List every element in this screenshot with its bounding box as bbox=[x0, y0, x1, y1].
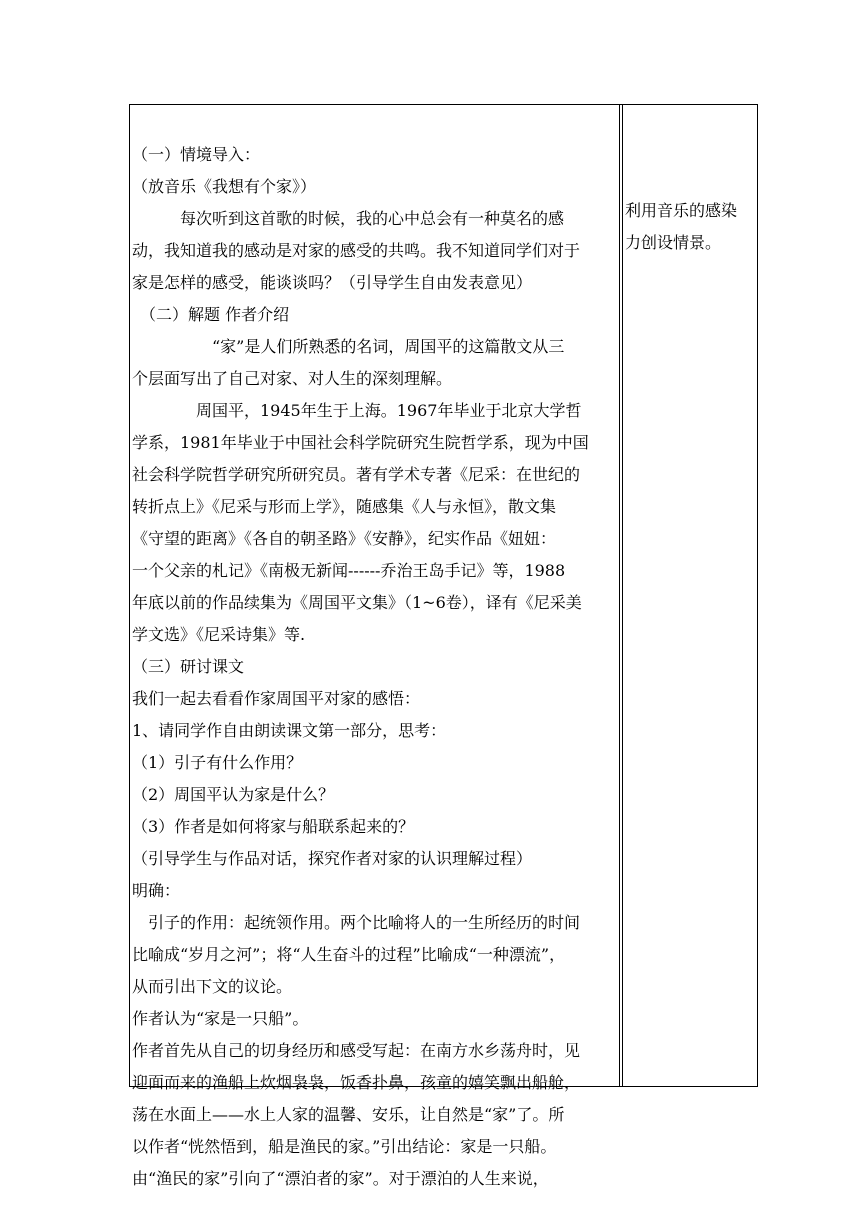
side-note-line: 力创设情景。 bbox=[625, 233, 722, 252]
text-line: 周国平，1945年生于上海。1967年毕业于北京大学哲 bbox=[132, 401, 582, 420]
text-line: 荡在水面上——水上人家的温馨、安乐，让自然是“家”了。所 bbox=[132, 1105, 565, 1124]
text-line: “家”是人们所熟悉的名词，周国平的这篇散文从三 bbox=[132, 337, 565, 356]
column-divider bbox=[619, 105, 620, 1086]
text-line: 从而引出下文的议论。 bbox=[132, 977, 293, 996]
text-line: 年底以前的作品续集为《周国平文集》（1~6卷），译有《尼采美 bbox=[132, 593, 582, 612]
lesson-content-column bbox=[132, 139, 618, 1195]
text-line: 转折点上》《尼采与形而上学》，随感集《人与永恒》，散文集 bbox=[132, 497, 557, 516]
text-line: 由“渔民的家”引向了“漂泊者的家”。对于漂泊的人生来说， bbox=[132, 1169, 549, 1188]
text-line: （3）作者是如何将家与船联系起来的？ bbox=[132, 817, 415, 836]
side-note-line: 利用音乐的感染 bbox=[625, 201, 738, 220]
text-line: 个层面写出了自己对家、对人生的深刻理解。 bbox=[132, 369, 453, 388]
text-line: 引子的作用：起统领作用。两个比喻将人的一生所经历的时间 bbox=[132, 913, 581, 932]
text-line: （一）情境导入： bbox=[132, 145, 261, 164]
text-line: 每次听到这首歌的时候，我的心中总会有一种莫名的感 bbox=[132, 209, 565, 228]
design-intent-column bbox=[625, 195, 755, 259]
text-line: （1）引子有什么作用？ bbox=[132, 753, 303, 772]
text-line: 家是怎样的感受，能谈谈吗？（引导学生自由发表意见） bbox=[132, 273, 533, 292]
text-line: 以作者“恍然悟到，船是渔民的家。”引出结论：家是一只船。 bbox=[132, 1137, 557, 1156]
lesson-table bbox=[129, 104, 758, 1188]
text-line: 明确： bbox=[132, 881, 181, 900]
text-line: 学文选》《尼采诗集》等. bbox=[132, 625, 306, 644]
text-line: 学系，1981年毕业于中国社会科学院研究生院哲学系，现为中国 bbox=[132, 433, 589, 452]
text-line: 《守望的距离》《各自的朝圣路》《安静》，纪实作品《妞妞： bbox=[132, 529, 557, 548]
text-line: （引导学生与作品对话，探究作者对家的认识理解过程） bbox=[132, 849, 533, 868]
text-line: 作者认为“家是一只船”。 bbox=[132, 1009, 309, 1028]
text-line: 一个父亲的札记》《南极无新闻------乔治王岛手记》等，1988 bbox=[132, 561, 566, 580]
text-line: 比喻成“岁月之河”；将“人生奋斗的过程”比喻成“一种漂流”， bbox=[132, 945, 566, 964]
text-line: 动，我知道我的感动是对家的感受的共鸣。我不知道同学们对于 bbox=[132, 241, 581, 260]
text-line: （放音乐《我想有个家》） bbox=[132, 177, 317, 196]
text-line: （三）研讨课文 bbox=[132, 657, 245, 676]
text-line: （2）周国平认为家是什么？ bbox=[132, 785, 335, 804]
text-line: 我们一起去看看作家周国平对家的感悟： bbox=[132, 689, 421, 708]
text-line: 迎面而来的渔船上炊烟袅袅，饭香扑鼻，孩童的嬉笑飘出船舱， bbox=[132, 1073, 581, 1092]
text-line: 社会科学院哲学研究所研究员。著有学术专著《尼采：在世纪的 bbox=[132, 465, 581, 484]
column-divider-inner bbox=[622, 105, 623, 1086]
text-line: 1、请同学作自由朗读课文第一部分，思考： bbox=[132, 721, 447, 740]
text-line: 作者首先从自己的切身经历和感受写起：在南方水乡荡舟时，见 bbox=[132, 1041, 581, 1060]
text-line: （二）解题 作者介绍 bbox=[132, 305, 290, 324]
